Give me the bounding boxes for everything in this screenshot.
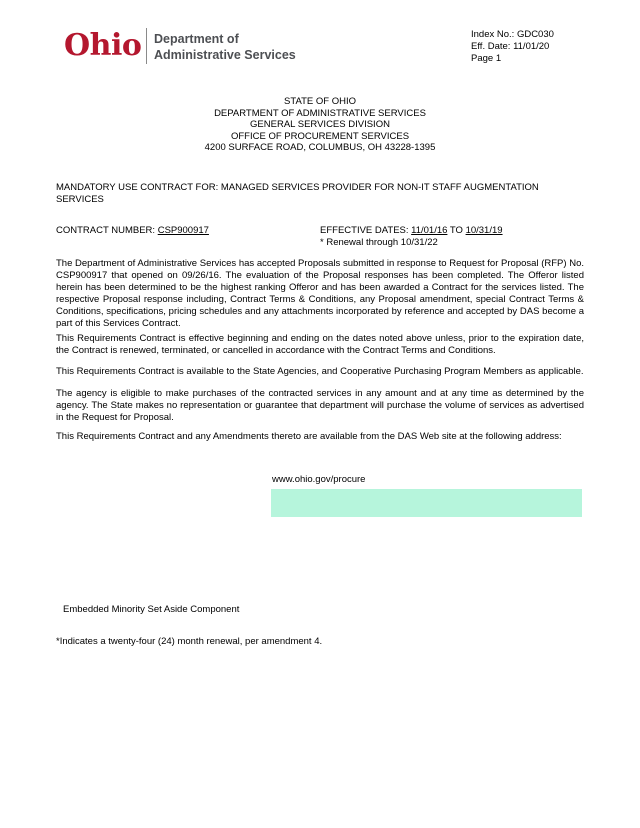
ohio-logo-text: Ohio xyxy=(64,28,142,63)
index-block xyxy=(471,29,554,65)
department-name-line2: Administrative Services xyxy=(154,48,296,62)
contract-number-label: CONTRACT NUMBER: xyxy=(56,225,158,236)
paragraph-availability: This Requirements Contract is available to the State Agencies, and Cooperative Purchasing Program Members as applicable. xyxy=(56,366,584,377)
index-number: Index No.: GDC030 xyxy=(471,29,554,40)
title-block xyxy=(120,96,520,154)
mandatory-use-heading: MANDATORY USE CONTRACT FOR: MANAGED SERVICES PROVIDER FOR NON-IT STAFF AUGMENTATION SERVICES xyxy=(56,182,539,205)
embedded-minority-label: Embedded Minority Set Aside Component xyxy=(63,604,240,615)
department-name xyxy=(154,31,314,63)
highlight-box xyxy=(271,489,582,517)
paragraph-effective: This Requirements Contract is effective beginning and ending on the dates noted above unless, prior to the expiration date, the Contract is renewed, terminated, or cancelled in accordance with the Contract Terms and Conditions. xyxy=(56,333,584,356)
effective-start-date: 11/01/16 xyxy=(411,225,448,236)
renewal-footnote: *Indicates a twenty-four (24) month renewal, per amendment 4. xyxy=(56,636,323,647)
title-line-division: GENERAL SERVICES DIVISION xyxy=(250,119,390,130)
website-url[interactable]: www.ohio.gov/procure xyxy=(272,474,366,485)
effective-dates xyxy=(320,225,503,249)
logo-divider xyxy=(146,28,147,64)
contract-number-value: CSP900917 xyxy=(157,225,209,236)
effective-date: Eff. Date: 11/01/20 xyxy=(471,41,550,52)
page-number: Page 1 xyxy=(471,53,502,64)
title-line-department: DEPARTMENT OF ADMINISTRATIVE SERVICES xyxy=(214,107,426,119)
contract-number xyxy=(56,225,209,237)
renewal-note: * Renewal through 10/31/22 xyxy=(320,237,438,248)
paragraph-award: The Department of Administrative Services has accepted Proposals submitted in response to Request for Proposal (RFP) No. CSP900917 that opened on 09/26/16. The evaluation of the Proposal responses has been completed. The Offeror listed herein has been determined to be the highest ranking Offeror and has been awarded a Contract for the services listed. The respective Proposal response including, Contract Terms & Conditions, any Proposal amendment, special Contract Terms & Conditions, specifications, pricing schedules and any attachments incorporated by reference and accepted by DAS become a part of this Services Contract. xyxy=(56,258,584,329)
department-name-line1: Department of xyxy=(154,32,239,46)
effective-dates-label: EFFECTIVE DATES: xyxy=(320,225,412,236)
title-line-state: STATE OF OHIO xyxy=(284,96,356,107)
effective-to: TO xyxy=(447,225,466,236)
title-line-address: 4200 SURFACE ROAD, COLUMBUS, OH 43228-1395 xyxy=(204,142,436,153)
paragraph-website: This Requirements Contract and any Amendments thereto are available from the DAS Web site at the following address: xyxy=(56,431,562,442)
effective-end-date: 10/31/19 xyxy=(465,225,503,236)
title-line-office: OFFICE OF PROCUREMENT SERVICES xyxy=(230,130,410,142)
paragraph-eligibility: The agency is eligible to make purchases of the contracted services in any amount and at any time as determined by the agency. The State makes no representation or guarantee that department will purchase the volume of services as advertised in the Request for Proposal. xyxy=(56,388,584,423)
